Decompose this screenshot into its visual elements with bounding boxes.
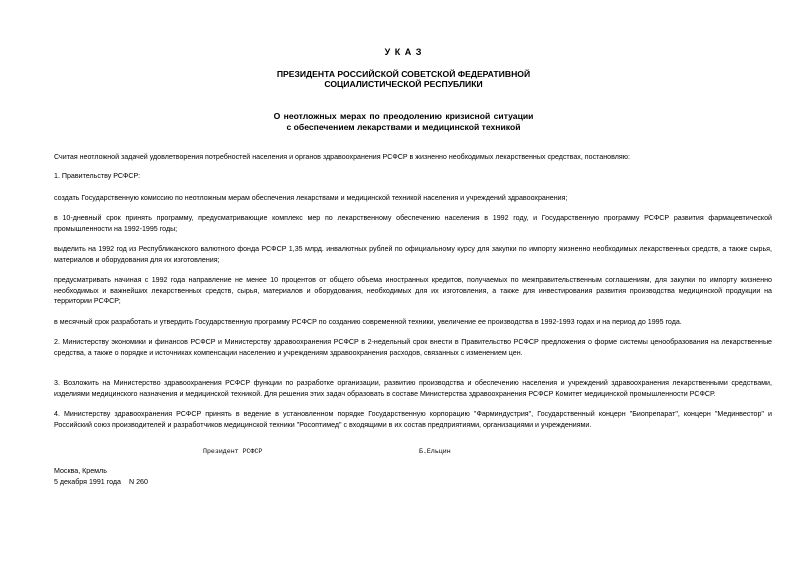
paragraph-commission: создать Государственную комиссию по неотложным мерам обеспечения лекарствами и медицинской техникой населения и учреждений здравоохранения; — [54, 194, 568, 202]
signature-position: Президент РСФСР — [203, 448, 263, 455]
footer-place: Москва, Кремль — [54, 467, 107, 475]
footer-date: 5 декабря 1991 года — [54, 478, 122, 486]
subject-line-1: О неотложных мерах по преодолению кризисной ситуации — [273, 111, 534, 121]
subject-line-2: с обеспечением лекарствами и медицинской техникой — [286, 122, 521, 132]
paragraph-currency-fund: выделить на 1992 год из Республиканского валютного фонда РСФСР 1,35 млрд. инвалютных рублей по официальному курсу для закупки по импорту жизненно необходимых лекарственных средств, а также сырья, материалов и оборудования для их изготовления; — [54, 245, 772, 264]
issuer-line-2: СОЦИАЛИСТИЧЕСКОЙ РЕСПУБЛИКИ — [324, 79, 483, 89]
paragraph-item-4: 4. Министерству здравоохранения РСФСР принять в ведение в установленном порядке Государственную корпорацию "Фарминдустрия", Государственный концерн "Биопрепарат", концерн "Мединвестор" и Российский союз производителей и разработчиков медицинской техники "Росоптимед" с входящими в их состав предприятиями, организациями и учреждениями. — [54, 410, 772, 429]
paragraph-item-3: 3. Возложить на Министерство здравоохранения РСФСР функции по разработке организации, развитию производства и обеспечению населения и учреждений здравоохранения лекарственными средствами, изделиями медицинского назначения и медицинской техникой. Для решения этих задач образовать в составе Министерства здравоохранения РСФСР Комитет медицинской промышленности РСФСР. — [54, 379, 772, 398]
paragraph-item-1: 1. Правительству РСФСР: — [54, 172, 141, 180]
paragraph-medical-equipment: в месячный срок разработать и утвердить Государственную программу РСФСР по созданию современной техники, увеличение ее производства в 1992-1993 годах и на период до 1995 года. — [54, 318, 682, 326]
decree-title: У К А З — [384, 47, 423, 57]
signature-name: Б.Ельцин — [419, 448, 451, 455]
footer-date-line — [54, 477, 148, 487]
paragraph-item-2: 2. Министерству экономики и финансов РСФСР и Министерству здравоохранения РСФСР в 2-недельный срок внести в Правительство РСФСР предложения о форме системы ценообразования на лекарственные средства, а также о порядке и источниках компенсации населению и учреждениям здравоохранения расходов, связанных с изменением цен. — [54, 338, 772, 357]
paragraph-preamble: Считая неотложной задачей удовлетворения потребностей населения и органов здравоохранения РСФСР в жизненно необходимых лекарственных средствах, постановляю: — [54, 153, 630, 161]
paragraph-credits: предусматривать начиная с 1992 года направление не менее 10 процентов от общего объема иностранных кредитов, получаемых по межправительственным соглашениям, для закупки по импорту жизненно необходимых и важнейших лекарственных средств, сырья, материалов и оборудования, необходимых для их изготовления, а также для инвестирования развития производства медицинской продукции на территории РСФСР; — [54, 276, 772, 306]
issuer-line-1: ПРЕЗИДЕНТА РОССИЙСКОЙ СОВЕТСКОЙ ФЕДЕРАТИВНОЙ — [276, 69, 531, 79]
paragraph-program: в 10-дневный срок принять программу, предусматривающие комплекс мер по лекарственному обеспечению населения в 1992 году, и Государственную программу РСФСР развития фармацевтической промышленности на 1992-1995 годы; — [54, 214, 772, 233]
footer-number: N 260 — [129, 478, 148, 486]
